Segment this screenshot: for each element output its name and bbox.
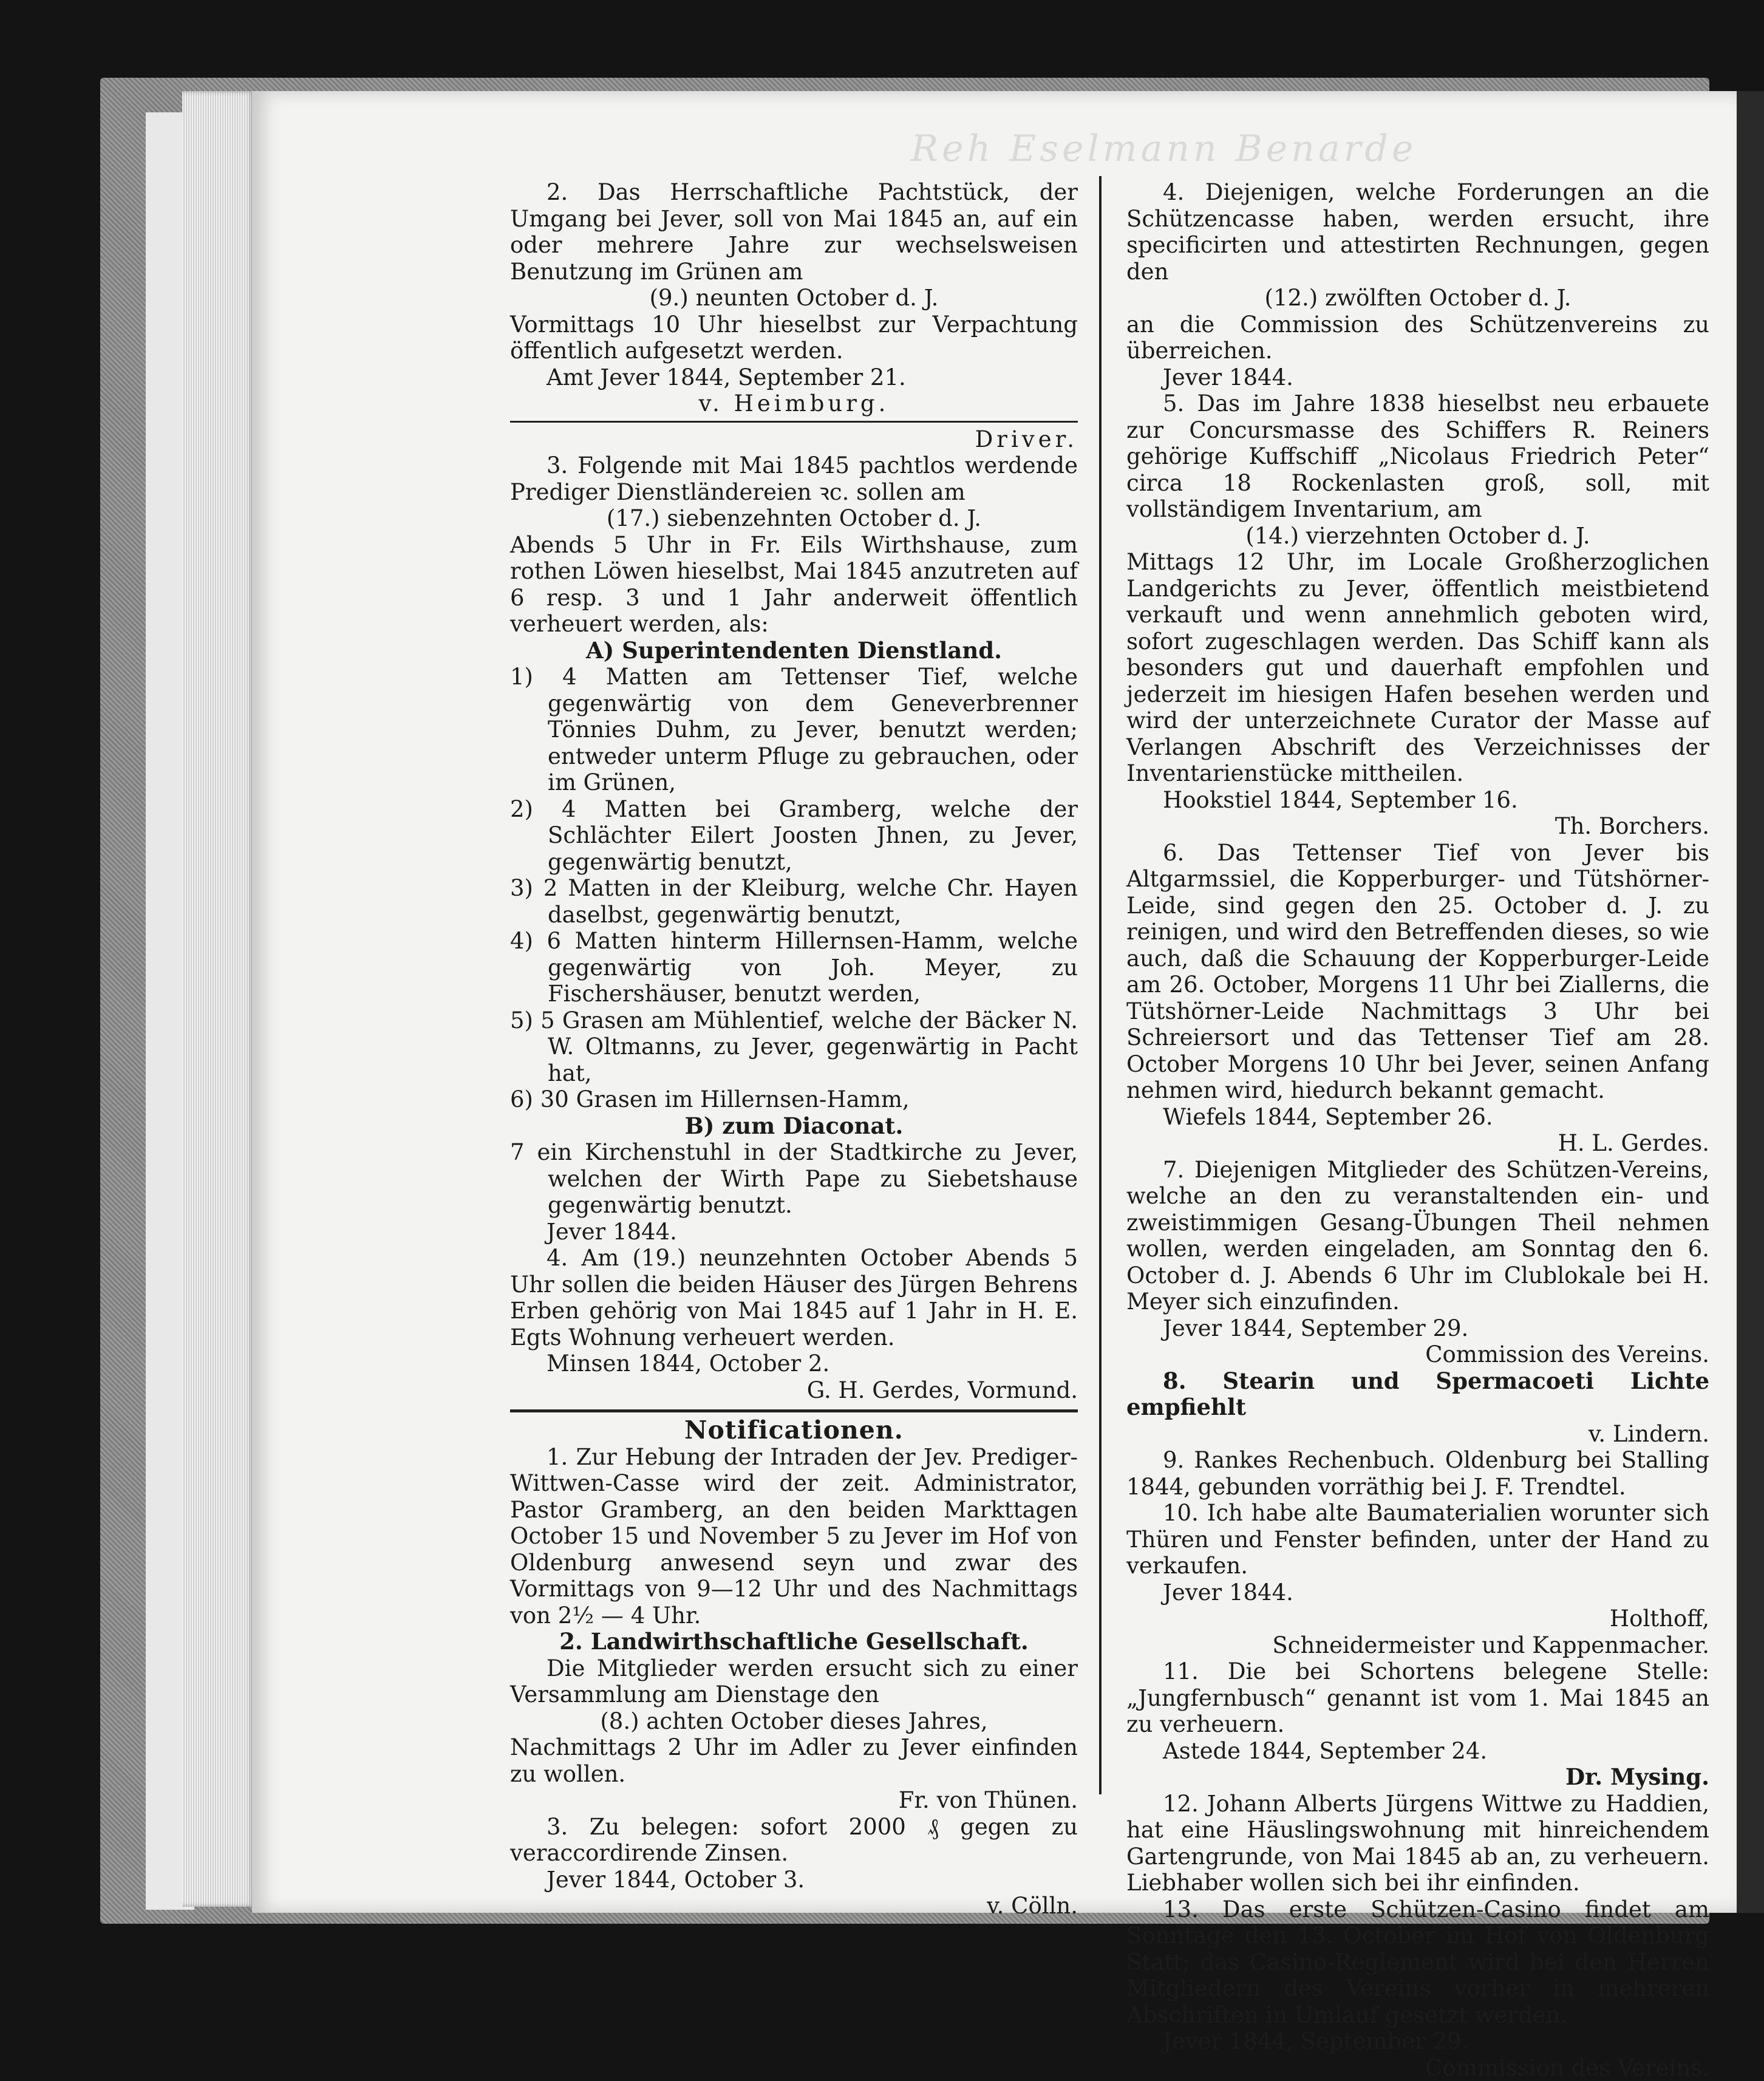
notice-body-cont: Abends 5 Uhr in Fr. Eils Wirthshause, zum rothen Löwen hieselbst, Mai 1845 anzutreten auf 6 resp. 3 und 1 Jahr anderweit öffentlich verheuert werden, als: xyxy=(510,532,1078,638)
notice-body-cont: Vormittags 10 Uhr hieselbst zur Verpachtung öffentlich aufgesetzt werden. xyxy=(510,312,1078,364)
notice-date: (8.) achten October dieses Jahres, xyxy=(510,1708,1078,1735)
right-column xyxy=(1126,179,1709,2081)
notice-body: 11. Die bei Schortens belegene Stelle: „Jungfernbusch“ genannt ist vom 1. Mai 1845 an zu verheuern. xyxy=(1126,1658,1709,1738)
notice-title: 2. Landwirthschaftliche Gesellschaft. xyxy=(510,1629,1078,1655)
divider xyxy=(510,421,1078,423)
signature: H. L. Gerdes. xyxy=(1126,1130,1709,1157)
notice-body: Die Mitglieder werden ersucht sich zu einer Versammlung am Dienstage den xyxy=(510,1655,1078,1708)
notice-place: Jever 1844. xyxy=(1126,364,1709,391)
signature: Driver. xyxy=(510,426,1078,453)
notice-place: Minsen 1844, October 2. xyxy=(510,1350,1078,1377)
signature: Fr. von Thünen. xyxy=(510,1787,1078,1814)
notice-left-4 xyxy=(510,1245,1078,1403)
signature: v. Lindern. xyxy=(1126,1421,1709,1448)
section-heading: A) Superintendenten Dienstland. xyxy=(510,638,1078,664)
notice-body: 13. Das erste Schützen-Casino findet am Sonntage den 13. October im Hof von Oldenburg Statt; das Casino-Reglement wird bei den Herren Mitgliedern des Vereins vorher in mehreren Abschriften in Umlauf gesetzt werden. xyxy=(1126,1896,1709,2029)
notice-right-12: 12. Johann Alberts Jürgens Wittwe zu Haddien, hat eine Häuslingswohnung mit hinreichendem Gartengrunde, von Mai 1845 ab an, zu verheuern. Liebhaber wollen sich bei ihr einfinden. xyxy=(1126,1791,1709,1896)
left-column xyxy=(510,179,1078,1919)
notice-body: 3. Folgende mit Mai 1845 pachtlos werdende Prediger Dienstländereien ꝛc. sollen am xyxy=(510,452,1078,505)
notice-right-13 xyxy=(1126,1896,1709,2081)
signature: Dr. Mysing. xyxy=(1126,1764,1709,1791)
list-item: 6) 30 Grasen im Hillernsen-Hamm, xyxy=(510,1086,1078,1113)
notice-body: 8. Stearin und Spermacoeti Lichte empfiehlt xyxy=(1126,1368,1709,1421)
notice-place: Jever 1844, September 29. xyxy=(1126,2028,1709,2055)
list-item: 1) 4 Matten am Tettenser Tief, welche gegenwärtig von dem Geneverbrenner Tönnies Duhm, zu Jever, benutzt werden; entweder unterm Pfluge zu gebrauchen, oder im Grünen, xyxy=(510,664,1078,796)
notice-body-cont: Nachmittags 2 Uhr im Adler zu Jever einfinden zu wollen. xyxy=(510,1734,1078,1787)
notice-right-8 xyxy=(1126,1368,1709,1448)
notice-place: Jever 1844, October 3. xyxy=(510,1867,1078,1893)
column-rule xyxy=(1099,176,1102,1794)
notification-3 xyxy=(510,1814,1078,1919)
notice-right-9: 9. Rankes Rechenbuch. Oldenburg bei Stalling 1844, gebunden vorräthig bei J. F. Trendtel. xyxy=(1126,1447,1709,1500)
notice-body: 2. Das Herrschaftliche Pachtstück, der Umgang bei Jever, soll von Mai 1845 an, auf ein oder mehrere Jahre zur wechselsweisen Benutzung im Grünen am xyxy=(510,179,1078,285)
section-divider xyxy=(510,1409,1078,1412)
notice-body: 7. Diejenigen Mitglieder des Schützen-Vereins, welche an den zu veranstaltenden ein- und zweistimmigen Gesang-Übungen Theil nehmen wollen, werden eingeladen, am Sonntag den 6. October d. J. Abends 6 Uhr im Clublokale bei H. Meyer sich einzufinden. xyxy=(1126,1157,1709,1315)
notice-date: (14.) vierzehnten October d. J. xyxy=(1126,523,1709,550)
notice-date: (17.) siebenzehnten October d. J. xyxy=(510,505,1078,532)
section-heading: B) zum Diaconat. xyxy=(510,1113,1078,1140)
notice-place: Hookstiel 1844, September 16. xyxy=(1126,787,1709,814)
signature: v. Cölln. xyxy=(510,1893,1078,1919)
notice-body: 5. Das im Jahre 1838 hieselbst neu erbauete zur Concursmasse des Schiffers R. Reiners gehörige Kuffschiff „Nicolaus Friedrich Peter“ circa 18 Rockenlasten groß, soll, mit vollständigem Inventarium, am xyxy=(1126,390,1709,523)
show-through-text: Reh Eselmann Benarde xyxy=(911,128,1417,170)
signature: Holthoff, xyxy=(1126,1606,1709,1632)
list-item: 3) 2 Matten in der Kleiburg, welche Chr. Hayen daselbst, gegenwärtig benutzt, xyxy=(510,875,1078,928)
notice-date: (12.) zwölften October d. J. xyxy=(1126,285,1709,312)
notice-body: 4. Diejenigen, welche Forderungen an die Schützencasse haben, werden ersucht, ihre specificirten und attestirten Rechnungen, gegen den xyxy=(1126,179,1709,285)
notice-place: Jever 1844, September 29. xyxy=(1126,1315,1709,1342)
signature: Commission des Vereins. xyxy=(1126,1341,1709,1368)
notice-body: 4. Am (19.) neunzehnten October Abends 5 Uhr sollen die beiden Häuser des Jürgen Behrens Erben gehörig von Mai 1845 auf 1 Jahr in H. E. Egts Wohnung verheuert werden. xyxy=(510,1245,1078,1350)
notice-body-cont: an die Commission des Schützenvereins zu überreichen. xyxy=(1126,312,1709,364)
list-item: 4) 6 Matten hinterm Hillernsen-Hamm, welche gegenwärtig von Joh. Meyer, zu Fischershäuser, benutzt werden, xyxy=(510,928,1078,1007)
notice-date: (9.) neunten October d. J. xyxy=(510,285,1078,312)
notice-body: 3. Zu belegen: sofort 2000 ₰ gegen zu veraccordirende Zinsen. xyxy=(510,1814,1078,1867)
section-title: Notificationen. xyxy=(510,1417,1078,1444)
notice-left-2 xyxy=(510,179,1078,452)
notice-right-6 xyxy=(1126,840,1709,1157)
page-stack xyxy=(182,91,255,1907)
list-item: 2) 4 Matten bei Gramberg, welche der Schlächter Eilert Joosten Jhnen, zu Jever, gegenwärtig benutzt, xyxy=(510,796,1078,876)
notice-body-cont: Mittags 12 Uhr, im Locale Großherzoglichen Landgerichts zu Jever, öffentlich meistbietend verkauft und wenn annehmlich geboten wird, sofort zugeschlagen werden. Das Schiff kann als besonders gut und dauerhaft empfohlen und jederzeit im hiesigen Hafen besehen werden und wird der unterzeichnete Curator der Masse auf Verlangen Abschrift des Verzeichnisses der Inventarienstücke mittheilen. xyxy=(1126,549,1709,787)
notice-place: Astede 1844, September 24. xyxy=(1126,1738,1709,1765)
list-item: 7 ein Kirchenstuhl in der Stadtkirche zu Jever, welchen der Wirth Pape zu Siebetshause gegenwärtig benutzt. xyxy=(510,1139,1078,1219)
signature: v. Heimburg. xyxy=(510,390,1078,417)
notice-right-5 xyxy=(1126,390,1709,840)
notice-place: Amt Jever 1844, September 21. xyxy=(510,364,1078,391)
list-item: 5) 5 Grasen am Mühlentief, welche der Bäcker N. W. Oltmanns, zu Jever, gegenwärtig in Pacht hat, xyxy=(510,1007,1078,1087)
notice-place: Jever 1844. xyxy=(510,1219,1078,1245)
signature: G. H. Gerdes, Vormund. xyxy=(510,1377,1078,1404)
notice-right-11 xyxy=(1126,1658,1709,1791)
notice-body: 6. Das Tettenser Tief von Jever bis Altgarmssiel, die Kopperburger- und Tütshörner-Leide, sind gegen den 25. October d. J. zu reinigen, und wird den Betreffenden dieses, so wie auch, daß die Schauung der Kopperburger-Leide am 26. October, Morgens 11 Uhr bei Ziallerns, die Tütshörner-Leide Nachmittags 3 Uhr bei Schreiersort und das Tettenser Tief am 28. October Morgens 10 Uhr bei Jever, seinen Anfang nehmen wird, hiedurch bekannt gemacht. xyxy=(1126,840,1709,1104)
notice-right-10 xyxy=(1126,1500,1709,1658)
background-edge xyxy=(1737,91,1764,1913)
notice-left-3 xyxy=(510,452,1078,1245)
notification-2 xyxy=(510,1629,1078,1814)
signature: Th. Borchers. xyxy=(1126,813,1709,840)
signature: Commission des Vereins. xyxy=(1126,2055,1709,2081)
notice-right-7 xyxy=(1126,1157,1709,1368)
notice-place: Jever 1844. xyxy=(1126,1579,1709,1606)
notice-place: Wiefels 1844, September 26. xyxy=(1126,1104,1709,1131)
signature-title: Schneidermeister und Kappenmacher. xyxy=(1126,1632,1709,1659)
notification-1: 1. Zur Hebung der Intraden der Jev. Prediger-Wittwen-Casse wird der zeit. Administrator, Pastor Gramberg, an den beiden Markttagen October 15 und November 5 zu Jever im Hof von Oldenburg anwesend seyn und zwar des Vormittags von 9—12 Uhr und des Nachmittags von 2½ — 4 Uhr. xyxy=(510,1444,1078,1629)
notice-right-4 xyxy=(1126,179,1709,390)
notice-body: 10. Ich habe alte Baumaterialien worunter sich Thüren und Fenster befinden, unter der Hand zu verkaufen. xyxy=(1126,1500,1709,1579)
